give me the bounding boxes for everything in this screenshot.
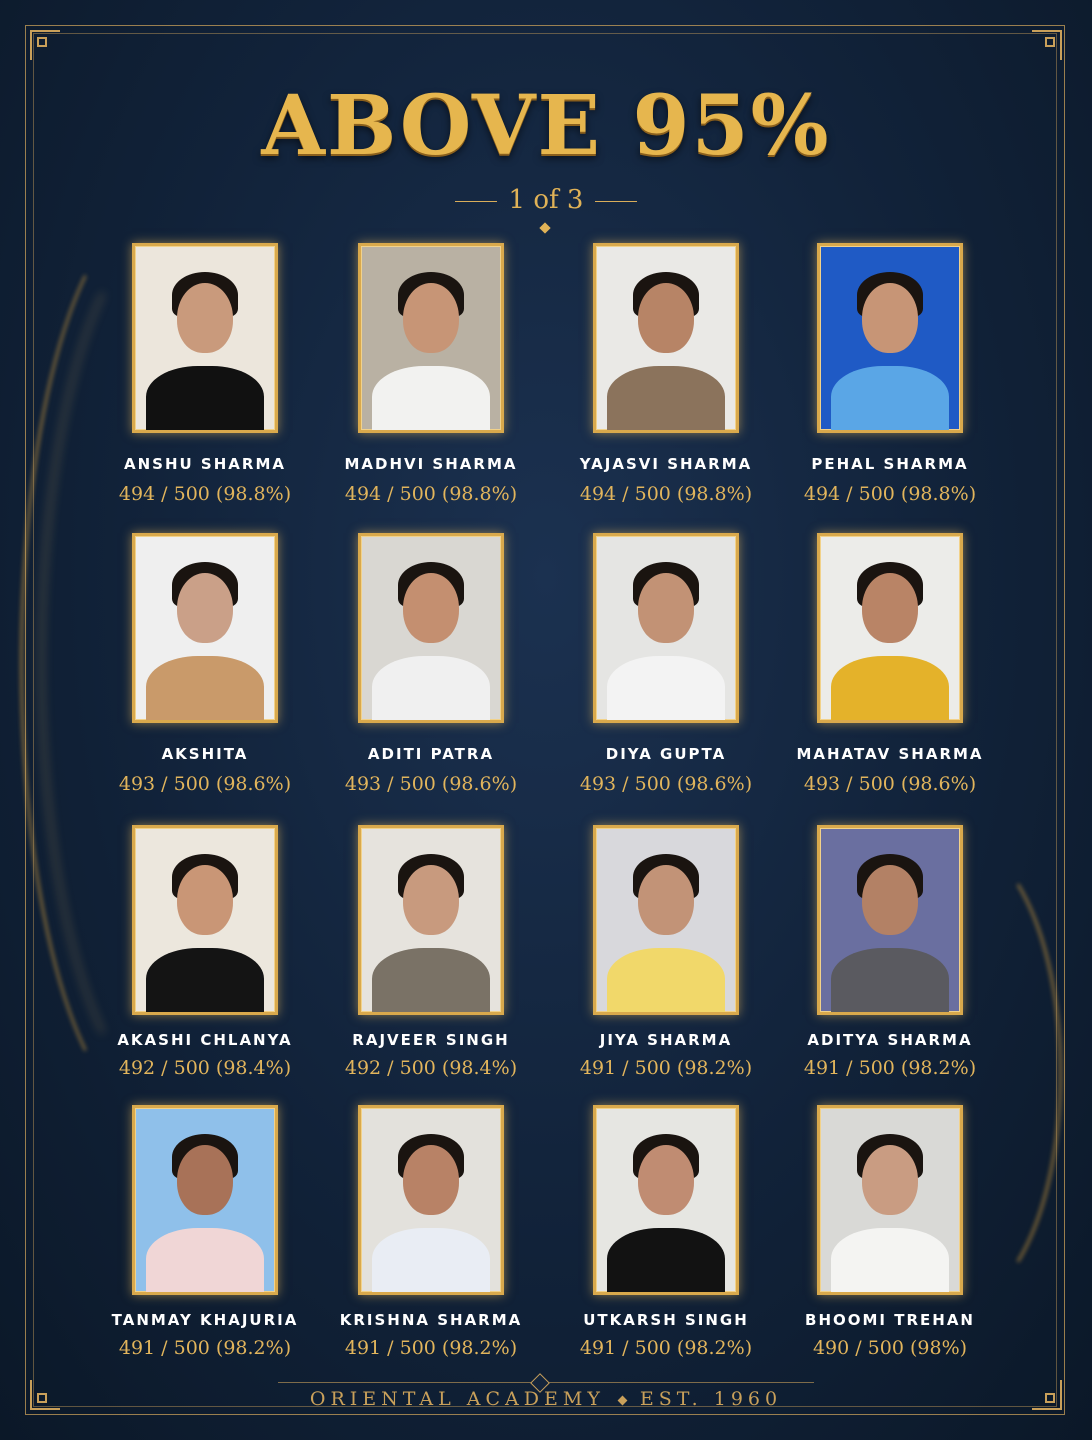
student-photo-face	[638, 573, 694, 643]
footer-established: EST. 1960	[639, 1388, 783, 1410]
student-photo	[593, 825, 739, 1015]
student-name: MAHATAV SHARMA	[796, 745, 984, 763]
student-photo-body	[146, 948, 264, 1015]
student-name: KRISHNA SHARMA	[339, 1311, 523, 1329]
student-photo	[593, 533, 739, 723]
student-name: DIYA GUPTA	[605, 745, 727, 763]
student-name: ANSHU SHARMA	[124, 455, 286, 473]
student-card	[775, 1105, 1005, 1359]
student-card	[775, 825, 1005, 1079]
student-photo-face	[177, 865, 233, 935]
student-card	[316, 1105, 546, 1359]
student-photo-body	[607, 1228, 725, 1295]
footer-diamond-icon	[617, 1395, 627, 1405]
student-photo-face	[862, 1145, 918, 1215]
student-name: UTKARSH SINGH	[583, 1311, 749, 1329]
footer	[0, 1388, 1092, 1410]
student-name: RAJVEER SINGH	[352, 1031, 510, 1049]
page-indicator-text: 1 of 3	[508, 185, 584, 215]
student-photo-body	[607, 366, 725, 433]
page-title: ABOVE 95%	[261, 78, 831, 174]
student-score: 493 / 500 (98.6%)	[344, 773, 518, 795]
student-photo-body	[146, 1228, 264, 1295]
student-photo-face	[403, 865, 459, 935]
student-photo	[593, 1105, 739, 1295]
student-card	[551, 243, 781, 505]
student-name: PEHAL SHARMA	[811, 455, 969, 473]
student-card	[316, 243, 546, 505]
student-photo-face	[862, 283, 918, 353]
student-card	[90, 1105, 320, 1359]
student-photo	[358, 243, 504, 433]
student-photo-face	[403, 1145, 459, 1215]
student-photo	[132, 533, 278, 723]
student-name: BHOOMI TREHAN	[805, 1311, 975, 1329]
student-photo-body	[372, 366, 490, 433]
student-photo-body	[831, 948, 949, 1015]
student-photo-body	[372, 948, 490, 1015]
student-photo-face	[862, 573, 918, 643]
student-photo-face	[638, 865, 694, 935]
student-photo-face	[403, 573, 459, 643]
student-photo	[593, 243, 739, 433]
student-name: YAJASVI SHARMA	[579, 455, 753, 473]
student-name: JIYA SHARMA	[599, 1031, 733, 1049]
footer-school-name: ORIENTAL ACADEMY	[309, 1388, 605, 1410]
student-name: TANMAY KHAJURIA	[111, 1311, 299, 1329]
student-score: 493 / 500 (98.6%)	[118, 773, 292, 795]
student-photo	[817, 825, 963, 1015]
student-photo-body	[831, 366, 949, 433]
student-score: 491 / 500 (98.2%)	[344, 1337, 518, 1359]
student-name: MADHVI SHARMA	[344, 455, 518, 473]
student-photo	[817, 243, 963, 433]
student-score: 492 / 500 (98.4%)	[344, 1057, 518, 1079]
student-score: 494 / 500 (98.8%)	[344, 483, 518, 505]
student-photo	[817, 533, 963, 723]
student-photo	[132, 243, 278, 433]
student-name: ADITYA SHARMA	[807, 1031, 973, 1049]
student-card	[316, 533, 546, 795]
student-name: AKSHITA	[161, 745, 249, 763]
student-photo-body	[372, 1228, 490, 1295]
student-name: ADITI PATRA	[367, 745, 495, 763]
student-score: 493 / 500 (98.6%)	[579, 773, 753, 795]
student-photo	[817, 1105, 963, 1295]
student-photo-body	[831, 1228, 949, 1295]
student-card	[775, 243, 1005, 505]
student-photo-body	[146, 656, 264, 723]
student-card	[551, 825, 781, 1079]
student-photo-face	[862, 865, 918, 935]
student-score: 494 / 500 (98.8%)	[118, 483, 292, 505]
student-name: AKASHI CHLANYA	[117, 1031, 293, 1049]
student-photo-body	[146, 366, 264, 433]
student-photo-body	[831, 656, 949, 723]
student-card	[775, 533, 1005, 795]
student-photo	[358, 825, 504, 1015]
student-score: 491 / 500 (98.2%)	[803, 1057, 977, 1079]
student-photo-body	[607, 948, 725, 1015]
student-photo	[132, 825, 278, 1015]
student-score: 494 / 500 (98.8%)	[803, 483, 977, 505]
student-photo-body	[372, 656, 490, 723]
student-score: 493 / 500 (98.6%)	[803, 773, 977, 795]
student-score: 492 / 500 (98.4%)	[118, 1057, 292, 1079]
student-score: 491 / 500 (98.2%)	[579, 1337, 753, 1359]
student-score: 490 / 500 (98%)	[812, 1337, 968, 1359]
student-card	[551, 1105, 781, 1359]
student-photo-body	[607, 656, 725, 723]
student-score: 491 / 500 (98.2%)	[118, 1337, 292, 1359]
student-photo	[358, 1105, 504, 1295]
student-card	[90, 533, 320, 795]
student-photo-face	[177, 573, 233, 643]
student-photo-face	[638, 283, 694, 353]
student-photo-face	[638, 1145, 694, 1215]
student-score: 491 / 500 (98.2%)	[579, 1057, 753, 1079]
student-photo-face	[177, 1145, 233, 1215]
student-card	[90, 825, 320, 1079]
student-card	[316, 825, 546, 1079]
student-photo	[358, 533, 504, 723]
student-photo-face	[403, 283, 459, 353]
student-card	[551, 533, 781, 795]
student-score: 494 / 500 (98.8%)	[579, 483, 753, 505]
student-card	[90, 243, 320, 505]
student-photo-face	[177, 283, 233, 353]
student-photo	[132, 1105, 278, 1295]
